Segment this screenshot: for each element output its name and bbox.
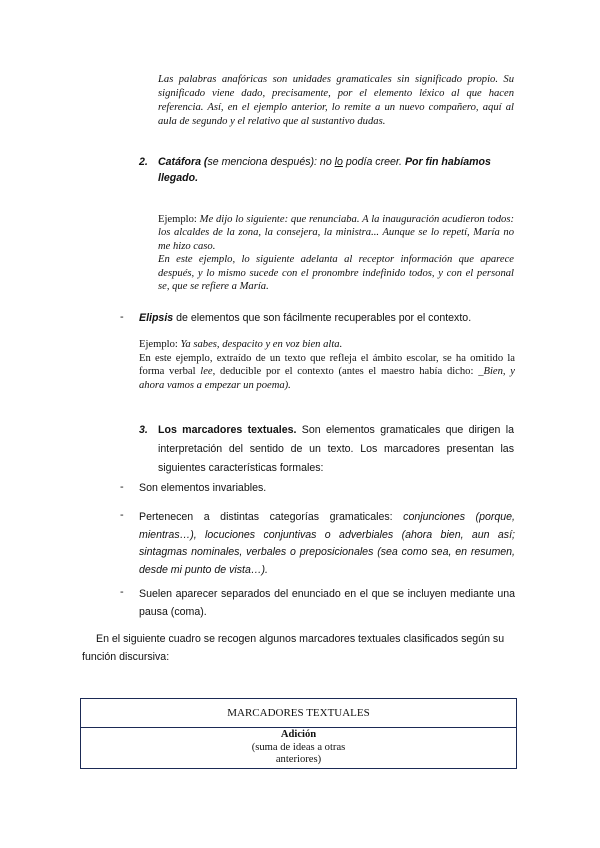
anaphora-explanation [158,73,514,129]
example-1-explanation: En este ejemplo, lo siguiente adelanta al receptor información que aparece después, y lo mismo sucede con el pronombre indefinido todos, y con el personal se, que se refiere a María. [158,254,514,293]
dash-bullet: - [120,509,124,521]
dash-bullet: - [120,481,124,493]
bullet-invariables: Son elementos invariables. [139,482,267,494]
catafora-bold-end: Por fin habíamos llegado. [158,156,491,184]
item-3-text: Son elementos gramaticales que dirigen la interpretación del sentido de un texto. Los marcadores presentan las siguientes características formales: [158,424,514,474]
elipsis-text: de elementos que son fácilmente recuperables por el contexto. [173,312,472,324]
adicion-cell [81,728,517,769]
elipsis-term: Elipsis [139,312,174,324]
example-2 [139,338,515,392]
item-3-marcadores [158,421,514,478]
item-3-title: Los marcadores textuales. [158,424,297,436]
table-header: MARCADORES TEXTUALES [81,699,517,728]
catafora-desc2: podía creer. [342,156,405,168]
table-row [81,728,517,769]
example-2-explanation: En este ejemplo, extraído de un texto que refleja el ámbito escolar, se ha omitido la forma verbal lee, deducible por el contexto (antes el maestro había dicho: _Bien, y ahora vamos a empezar un poema). [139,352,516,391]
example-1-text: Ejemplo: Me dijo lo siguiente: que renunciaba. A la inauguración acudieron todos: los alcaldes de la zona, la consejera, la ministra... Aunque se lo repetí, María no me hizo caso. [158,214,514,252]
catafora-term: Catáfora ( [158,156,208,168]
adicion-desc-1: (suma de ideas a otras [251,741,346,753]
example-1 [158,213,514,293]
dash-bullet: - [120,311,124,323]
adicion-title: Adición [280,729,317,741]
table-header-row [81,699,517,728]
bullet-categorias: Pertenecen a distintas categorías gramaticales: conjunciones (porque, mientras…), locuciones conjuntivas o adverbiales (ahora bien, aun así; sintagmas nominales, verbales o preposicionales (sea como sea, en resumen, desde mi punto de vista…). [139,511,516,576]
adicion-desc-2: anteriores) [275,754,322,766]
catafora-desc1: se menciona después): no [207,156,335,168]
quote-paragraph: Las palabras anafóricas son unidades gramaticales sin significado propio. Su significado viene dado, precisamente, por el elemento léxico al que hacen referencia. Así, en el ejemplo anterior, lo remite a un nuevo compañero, aquí al aula de segundo y el relativo que al sustantivo dudas. [158,74,514,127]
table-intro: En el siguiente cuadro se recogen algunos marcadores textuales clasificados según su función discursiva: [82,633,505,663]
bullet-pausa: Suelen aparecer separados del enunciado en el que se incluyen mediante una pausa (coma). [139,588,515,618]
dash-bullet: - [120,586,124,598]
marcadores-table [80,698,517,769]
item-2-catafora [158,155,514,186]
catafora-pronoun: lo [334,156,343,168]
elipsis-item [139,311,519,326]
example-2-text: Ejemplo: Ya sabes, despacito y en voz bien alta. [139,339,343,350]
item-2-number: 2. [139,156,148,168]
item-3-number: 3. [139,424,148,436]
